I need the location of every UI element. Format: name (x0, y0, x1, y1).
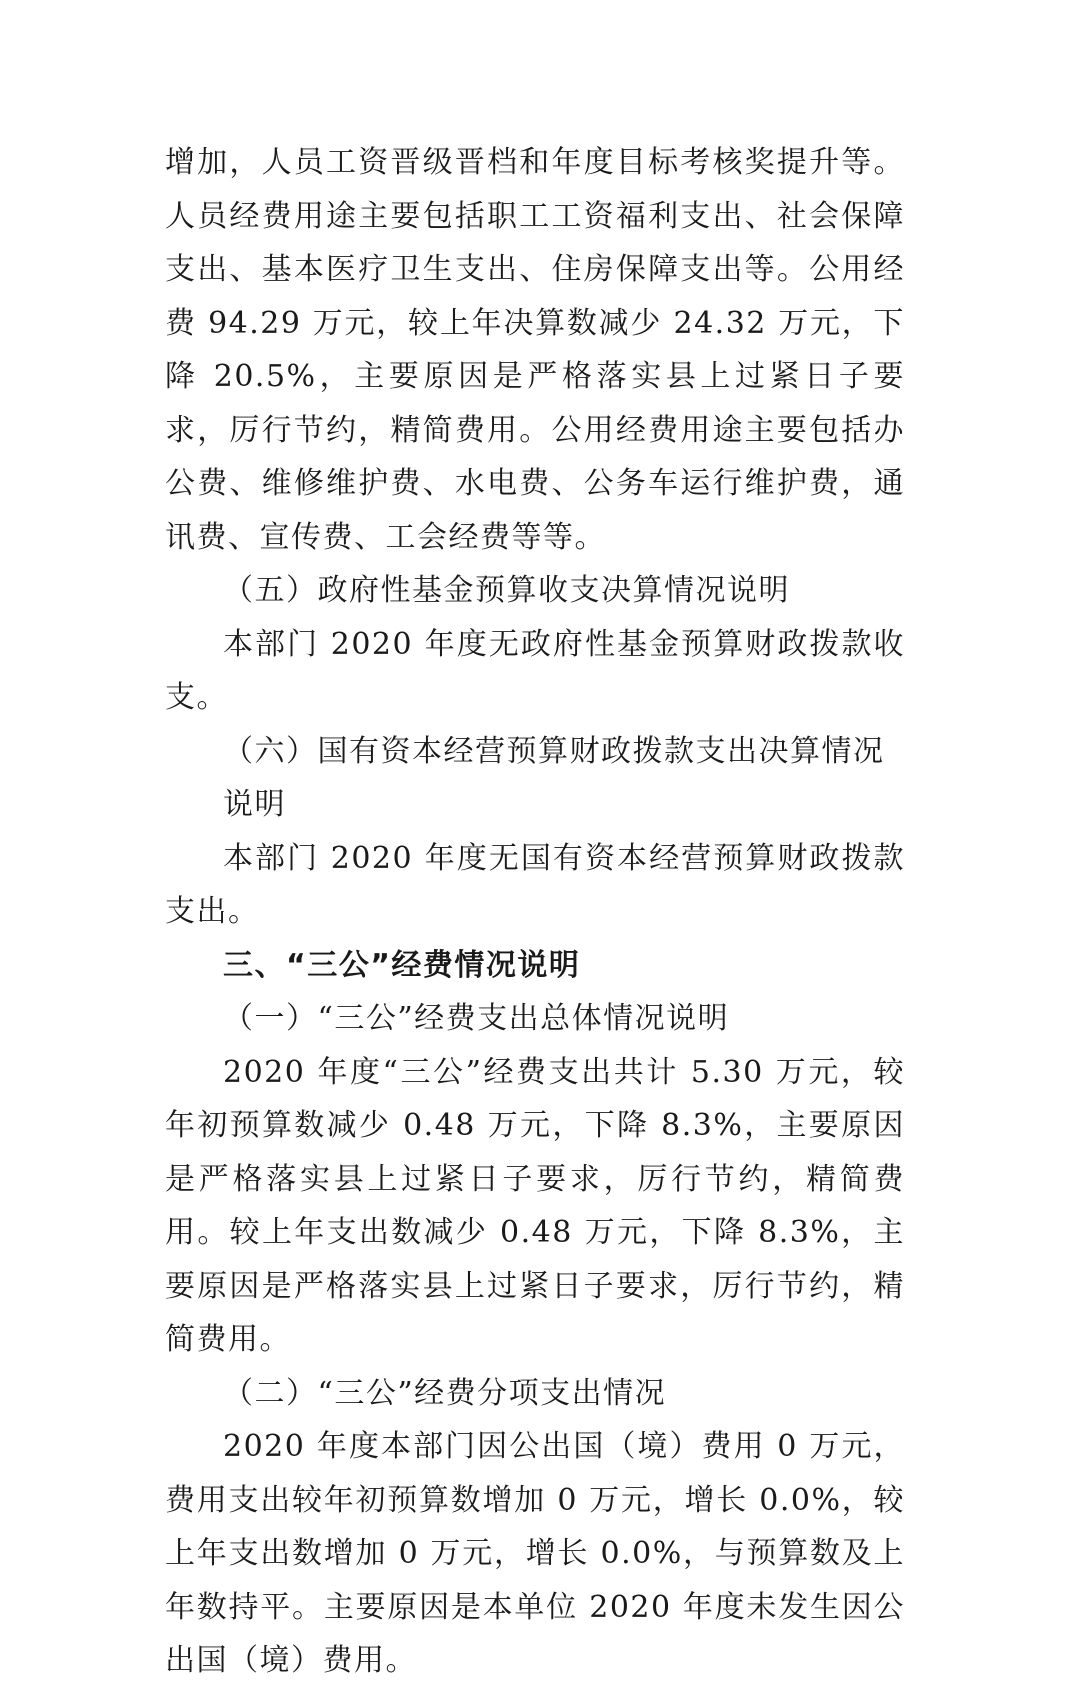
paragraph-personnel-public-expenses: 增加，人员工资晋级晋档和年度目标考核奖提升等。人员经费用途主要包括职工工资福利支出、社会保障支出、基本医疗卫生支出、住房保障支出等。公用经费 94.29 万元，较上年决算数减少 24.32 万元，下降 20.5%，主要原因是严格落实县上过紧日子要求，厉行节约，精简费用。公用经费用途主要包括办公费、维修维护费、水电费、公务车运行维护费，通讯费、宣传费、工会经费等等。 (165, 145, 905, 555)
heading-three-public-itemized: （二）“三公”经费分项支出情况 (223, 1375, 667, 1411)
paragraph-state-capital-budget: 本部门 2020 年度无国有资本经营预算财政拨款支出。 (165, 840, 905, 929)
heading-three-public-overall: （一）“三公”经费支出总体情况说明 (223, 1001, 730, 1036)
heading-state-capital-budget: （六）国有资本经营预算财政拨款支出决算情况说明 (223, 733, 885, 822)
section-title-three-public-expenses: 三、“三公”经费情况说明 (223, 947, 581, 983)
document-body (165, 136, 905, 1688)
paragraph-government-fund-budget: 本部门 2020 年度无政府性基金预算财政拨款收支。 (165, 626, 905, 715)
paragraph-overseas-travel-expenses: 2020 年度本部门因公出国（境）费用 0 万元，费用支出较年初预算数增加 0 万元，增长 0.0%，较上年支出数增加 0 万元，增长 0.0%，与预算数及上年数持平。主要原因是本单位 2020 年度未发生因公出国（境）费用。 (165, 1429, 905, 1678)
paragraph-three-public-overall: 2020 年度“三公”经费支出共计 5.30 万元，较年初预算数减少 0.48 万元，下降 8.3%，主要原因是严格落实县上过紧日子要求，厉行节约，精简费用。较上年支出数减少 0.48 万元，下降 8.3%，主要原因是严格落实县上过紧日子要求，厉行节约，精简费用。 (165, 1054, 905, 1357)
heading-government-fund-budget: （五）政府性基金预算收支决算情况说明 (223, 573, 790, 608)
